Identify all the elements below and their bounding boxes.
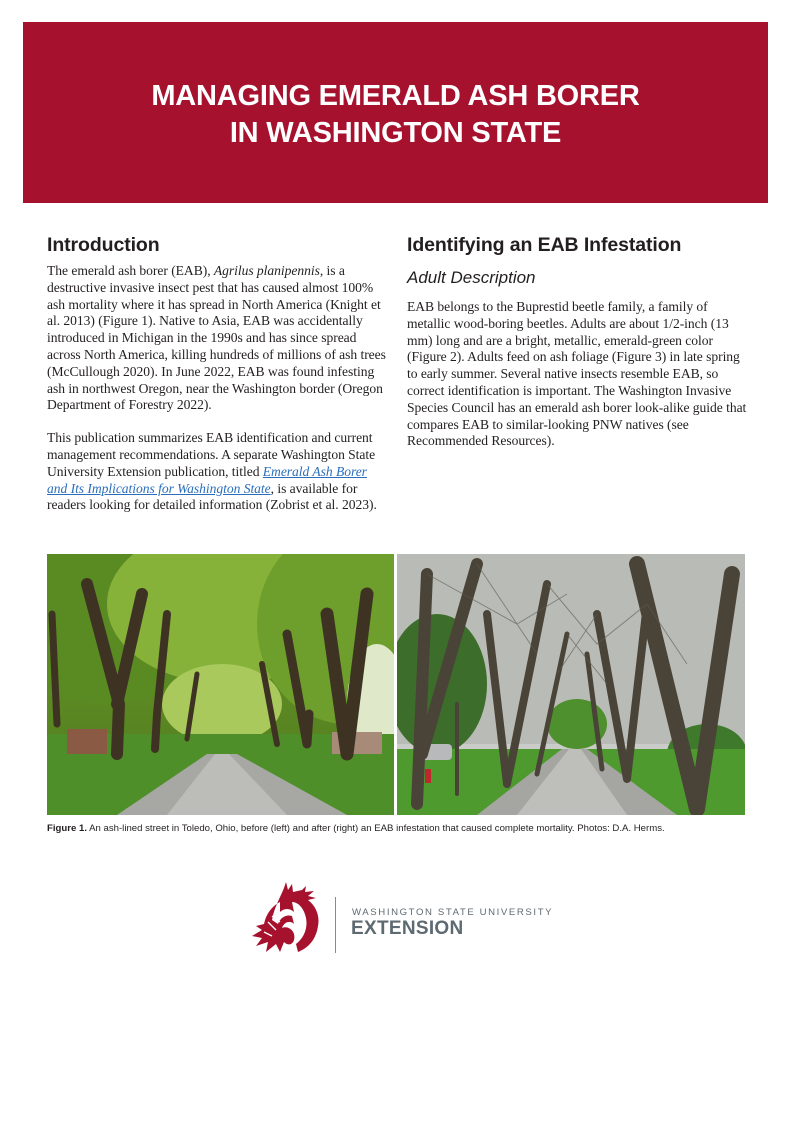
street-before-image: [47, 554, 394, 815]
identifying-section: [407, 232, 752, 450]
page-title-line-1: MANAGING EMERALD ASH BORER: [151, 79, 640, 112]
caption-text: An ash-lined street in Toledo, Ohio, before (left) and after (right) an EAB infestation that caused complete mortality. Photos: D.A. Herms.: [86, 823, 665, 834]
introduction-heading: Introduction: [47, 234, 160, 256]
text-run: The emerald ash borer (EAB),: [47, 263, 214, 278]
university-name: WASHINGTON STATE UNIVERSITY: [352, 907, 554, 918]
text-run: This publication summarizes EAB identification and current management recommendations. A separate Washington State University Extension publication, titled: [47, 430, 376, 479]
scientific-name: Agrilus planipennis: [213, 263, 320, 278]
cougar-head-icon: [250, 882, 324, 954]
page-title: [151, 78, 639, 152]
wsu-extension-logo: [250, 880, 554, 956]
extension-label: EXTENSION: [351, 918, 464, 939]
introduction-section: [47, 232, 387, 514]
text-run: , is available for readers looking for detailed information (Zobrist et al. 2023).: [47, 480, 377, 513]
introduction-paragraph-2: [47, 430, 387, 514]
adult-description-subheading: Adult Description: [407, 268, 536, 287]
identifying-heading: Identifying an EAB Infestation: [407, 234, 682, 256]
text-run: , is a destructive invasive insect pest that has caused almost 100% ash mortality where it has spread in North America (Knight et al. 2013) (Figure 1). Native to Asia, EAB was accidentally introduced in Michigan in the 1990s and has since spread across North America, killing hundreds of millions of ash trees (McCullough 2020). In June 2022, EAB was found infesting ash in northwest Oregon, near the Washington border (Oregon Department of Forestry 2022).: [47, 263, 386, 413]
title-banner: [23, 22, 768, 203]
figure-1-caption: [47, 822, 767, 835]
photo-after-infestation: [397, 554, 745, 815]
caption-label: Figure 1.: [47, 823, 87, 834]
street-after-image: [397, 554, 745, 815]
photo-before-infestation: [47, 554, 394, 815]
adult-description-paragraph: EAB belongs to the Buprestid beetle family, a family of metallic wood-boring beetles. Adults are about 1/2-inch (13 mm) long and are a bright, metallic, emerald-green color (Figure 2). Adults feed on ash foliage (Figure 3) in late spring to early summer. Several native insects resemble EAB, so correct identification is important. The Washington Invasive Species Council has an emerald ash borer look-alike guide that compares EAB to similar-looking PNW natives (see Recommended Resources).: [407, 299, 747, 449]
publication-link[interactable]: Emerald Ash Borer and Its Implications for Washington State: [47, 463, 367, 496]
figure-1: [47, 554, 745, 815]
logo-divider: [335, 897, 336, 953]
introduction-paragraph-1: [47, 263, 387, 414]
page-title-line-2: IN WASHINGTON STATE: [229, 116, 562, 149]
